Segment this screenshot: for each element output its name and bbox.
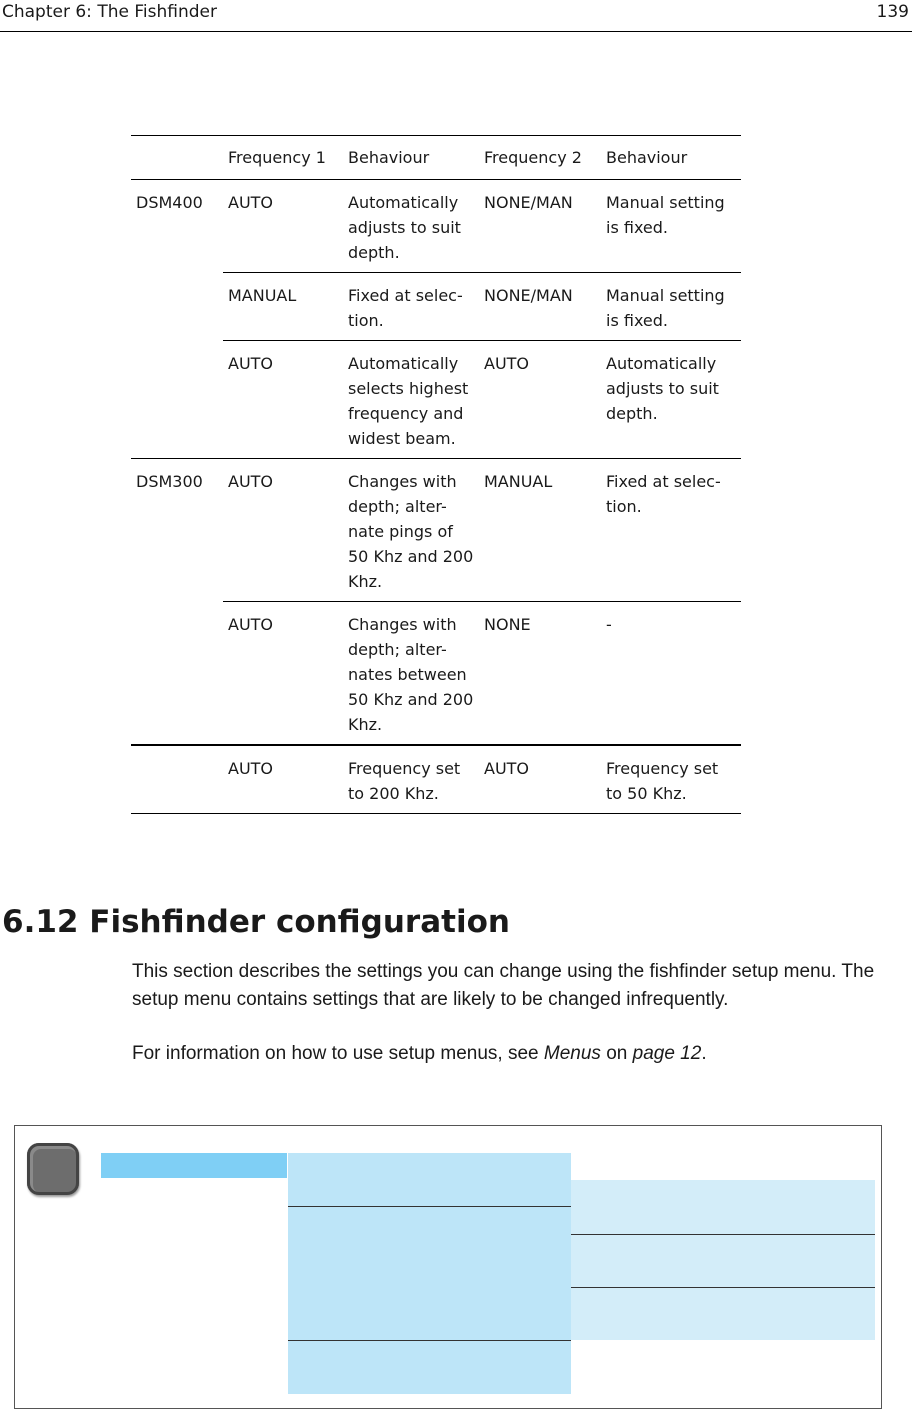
behaviour-1-cell: Fixed at selec-tion. [343,273,479,341]
reference-mid: on [600,1043,633,1064]
section-intro-paragraph: This section describes the settings you can change using the fishfinder setup menu. The setup menu contains settings that are likely to be changed infrequently. [132,961,875,1010]
frequency-1-cell: AUTO [223,180,343,273]
frequency-1-cell: AUTO [223,745,343,814]
menu-button-icon [27,1143,79,1195]
table-row [131,745,741,814]
frequency-1-cell: AUTO [223,602,343,746]
frequency-2-cell: NONE [479,602,601,746]
menu-column-3 [571,1180,875,1340]
model-cell [131,602,223,746]
header-behaviour-2: Behaviour [601,136,741,180]
header-model [131,136,223,180]
frequency-2-cell: NONE/MAN [479,273,601,341]
model-cell: DSM300 [136,472,203,491]
menu-bar-block [101,1153,287,1178]
frequency-2-cell: AUTO [479,341,601,459]
reference-suffix: . [701,1043,707,1064]
table-row [131,273,741,341]
behaviour-1-cell: Frequency set to 200 Khz. [343,745,479,814]
page-number: 139 [876,2,909,22]
frequency-table [131,135,741,814]
table-row [131,180,741,273]
menus-link[interactable]: Menus [543,1043,601,1064]
behaviour-1-cell: Automatically adjusts to suit depth. [343,180,479,273]
frequency-2-cell: MANUAL [479,459,601,602]
menus-reference-paragraph [132,1040,907,1068]
behaviour-2-cell: Fixed at selec-tion. [601,459,741,602]
behaviour-2-cell: Automatically adjusts to suit depth. [601,341,741,459]
divider [288,1206,571,1207]
table-row [131,341,741,459]
table-row [131,602,741,746]
frequency-1-cell: MANUAL [223,273,343,341]
model-cell: DSM400 [136,193,203,212]
header-behaviour-1: Behaviour [343,136,479,180]
behaviour-2-cell: Manual setting is fixed. [601,180,741,273]
menu-column-2 [288,1153,571,1394]
behaviour-2-cell: - [601,602,741,746]
behaviour-1-cell: Automatically selects highest frequency and widest beam. [343,341,479,459]
frequency-1-cell: AUTO [223,459,343,602]
setup-menu-diagram [14,1125,882,1409]
divider [288,1340,571,1341]
table-row [131,459,741,602]
behaviour-2-cell: Manual setting is fixed. [601,273,741,341]
behaviour-1-cell: Changes with depth; alter-nate pings of 50 Khz and 200 Khz. [343,459,479,602]
header-frequency-1: Frequency 1 [223,136,343,180]
behaviour-1-cell: Changes with depth; alter-nates between 50 Khz and 200 Khz. [343,602,479,746]
section-title: 6.12 Fishfinder configuration [2,904,510,940]
model-cell [131,745,223,814]
divider [571,1287,875,1288]
page-header [0,0,912,32]
reference-prefix: For information on how to use setup menus, see [132,1043,544,1064]
page-link[interactable]: page 12 [632,1043,702,1064]
header-frequency-2: Frequency 2 [479,136,601,180]
chapter-title: Chapter 6: The Fishfinder [2,2,217,22]
frequency-2-cell: NONE/MAN [479,180,601,273]
frequency-1-cell: AUTO [223,341,343,459]
model-cell [131,273,223,341]
table-header-row [131,136,741,180]
model-cell [131,341,223,459]
frequency-2-cell: AUTO [479,745,601,814]
behaviour-2-cell: Frequency set to 50 Khz. [601,745,741,814]
divider [571,1234,875,1235]
